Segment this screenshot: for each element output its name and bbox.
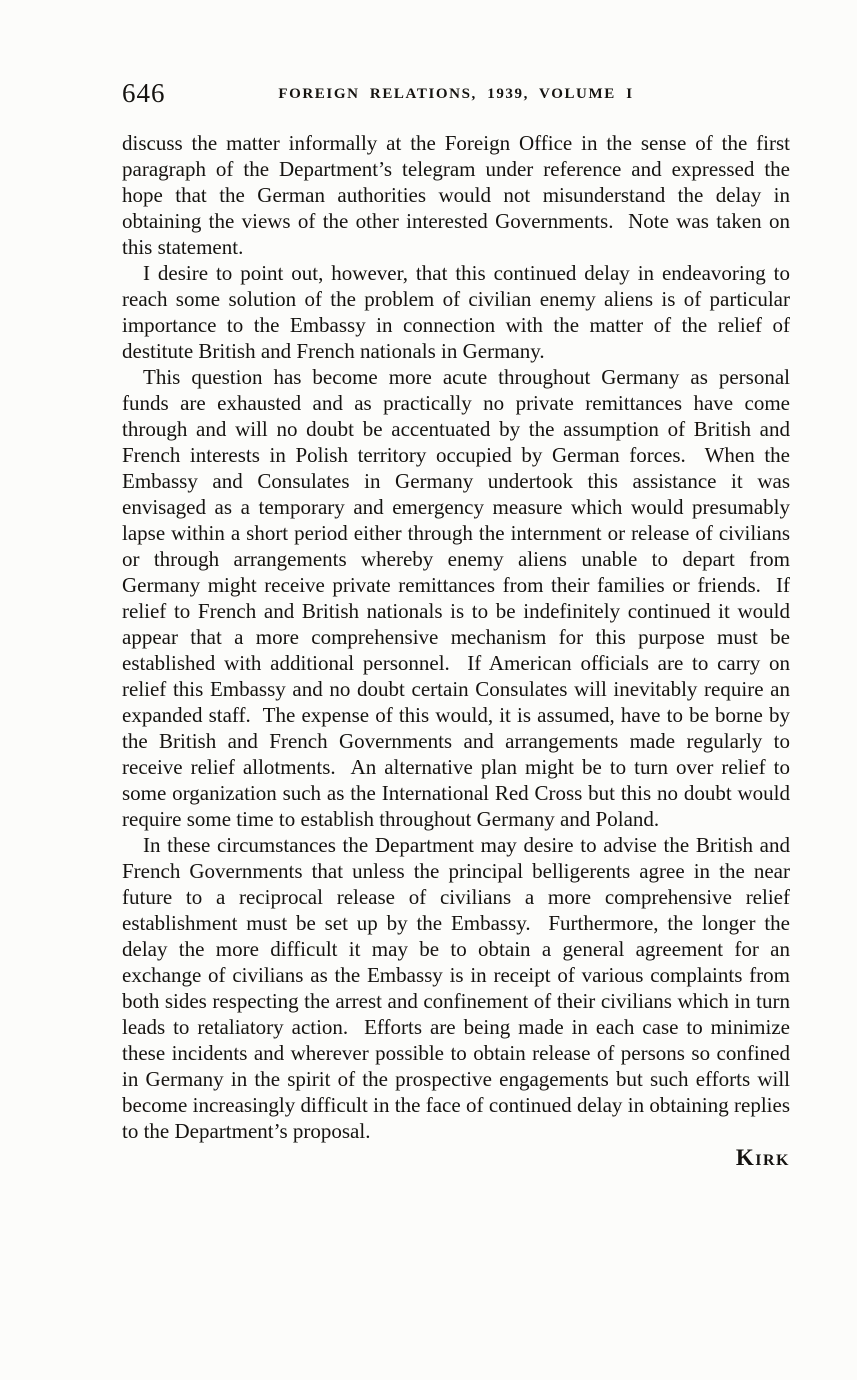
paragraph: discuss the matter informally at the Foreign Office in the sense of the first paragraph of the Department’s telegram under reference and expressed the hope that the German authorities would not misunderstand the delay in obtaining the views of the other interested Governments. Note was taken on this statement. <box>122 131 796 259</box>
page-number: 646 <box>122 78 166 108</box>
signature: Kirk <box>735 1145 790 1170</box>
running-title: FOREIGN RELATIONS, 1939, VOLUME I <box>278 86 634 102</box>
paragraph: This question has become more acute throughout Germany as personal funds are exhausted and as practically no private remittances have come through and will no doubt be accentuated by the assumption of British and French interests in Polish territory occupied by German forces. When the Embassy and Consulates in Germany undertook this assistance it was envisaged as a temporary and emergency measure which would presumably lapse within a short period either through the internment or release of civilians or through arrangements whereby enemy aliens unable to depart from Germany might receive private remittances from their families or friends. If relief to French and British nationals is to be indefinitely continued it would appear that a more comprehensive mechanism for this purpose must be established with additional personnel. If American officials are to carry on relief this Embassy and no doubt certain Consulates will inevitably require an expanded staff. The expense of this would, it is assumed, have to be borne by the British and French Governments and arrangements made regularly to receive relief allotments. An alternative plan might be to turn over relief to some organization such as the International Red Cross but this no doubt would require some time to establish throughout Germany and Poland. <box>122 365 796 831</box>
paragraph: I desire to point out, however, that this continued delay in endeavoring to reach some solution of the problem of civilian enemy aliens is of particular importance to the Embassy in connection with the matter of the relief of destitute British and French nationals in Germany. <box>122 261 796 363</box>
page-header <box>122 78 790 108</box>
document-body <box>122 130 796 1171</box>
paragraph: In these circumstances the Department may desire to advise the British and French Governments that unless the principal belligerents agree in the near future to a reciprocal release of civilians a more comprehensive relief establishment must be set up by the Embassy. Furthermore, the longer the delay the more difficult it may be to obtain a general agreement for an exchange of civilians as the Embassy is in receipt of various complaints from both sides respecting the arrest and confinement of their civilians which in turn leads to retaliatory action. Efforts are being made in each case to minimize these incidents and wherever possible to obtain release of persons so confined in Germany in the spirit of the prospective engagements but such efforts will become increasingly difficult in the face of continued delay in obtaining replies to the Department’s proposal. <box>122 833 796 1143</box>
